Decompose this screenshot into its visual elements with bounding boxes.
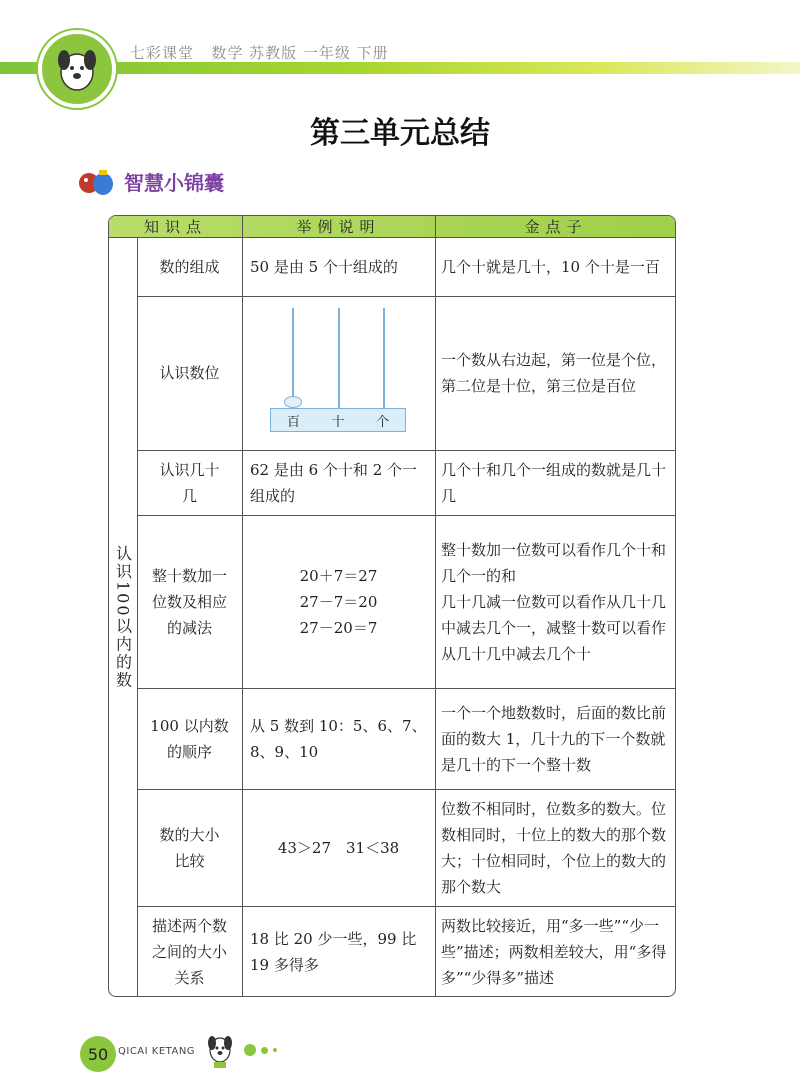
header-text xyxy=(130,42,389,63)
abacus-diagram xyxy=(270,308,410,438)
table-row-topic: 数的组成 xyxy=(159,258,220,276)
header-topic: 知识点 xyxy=(143,218,207,236)
table-row-tip: 位数不相同时，位数多的数大。位数相同时，十位上的数大的那个数大；十位相同时，个位上的数大的那个数大 xyxy=(441,799,667,896)
table-row-example: 50 是由 5 个十组成的 xyxy=(250,258,398,276)
group-label: 认识100以内的数 xyxy=(113,544,133,690)
table-row-topic: 100 以内数的顺序 xyxy=(150,716,229,761)
table-row-topic: 认识数位 xyxy=(159,364,220,382)
abacus-label-ones: 个 xyxy=(376,414,390,430)
footer-dots xyxy=(244,1044,277,1056)
table-header xyxy=(109,216,675,238)
header-series: 七彩课堂 xyxy=(130,44,195,62)
footer-brand: QICAI KETANG xyxy=(118,1046,196,1057)
table-row-example: 43＞27 31＜38 xyxy=(277,838,400,857)
table-row-example: 20＋7＝27 27－7＝20 27－20＝7 xyxy=(299,566,378,637)
table-row-topic: 整十数加一位数及相应的减法 xyxy=(151,566,227,637)
table-row-tip: 两数比较接近，用“多一些”“少一些”描述；两数相差较大，用“多得多”“少得多”描述 xyxy=(441,917,667,987)
table-row-tip: 一个数从右边起，第一位是个位，第二位是十位，第三位是百位 xyxy=(441,351,667,395)
section-heading xyxy=(78,166,224,196)
header-subject: 数学 苏教版 一年级 下册 xyxy=(211,44,389,62)
header-bar xyxy=(0,62,800,74)
table-row-tip: 整十数加一位数可以看作几个十和几个一的和 几十几减一位数可以看作从几十几中减去几个一，减整十数可以看作从几十几中减去几个十 xyxy=(441,540,667,663)
abacus-bead xyxy=(284,396,302,408)
table-row-topic: 数的大小比较 xyxy=(159,825,220,870)
page-number: 50 xyxy=(80,1036,116,1072)
kit-bag-icon xyxy=(78,166,114,196)
table-row-topic: 认识几十几 xyxy=(159,460,220,505)
mascot-dog-icon xyxy=(38,30,116,108)
table-row-tip: 几个十和几个一组成的数就是几十几 xyxy=(441,460,667,505)
header-tip: 金点子 xyxy=(524,218,588,236)
table-row-example: 从 5 数到 10：5、6、7、8、9、10 xyxy=(250,716,427,761)
table-row-topic: 描述两个数之间的大小关系 xyxy=(151,917,227,987)
abacus-base xyxy=(270,408,406,432)
header-example: 举例说明 xyxy=(296,218,381,236)
mascot-small-icon xyxy=(202,1030,238,1070)
table-row-tip: 几个十就是几十，10 个十是一百 xyxy=(441,258,660,276)
table-row-tip: 一个一个地数数时，后面的数比前面的数大 1，几十九的下一个数就是几十的下一个整十数 xyxy=(441,703,667,774)
table-row-example: 18 比 20 少一些，99 比 19 多得多 xyxy=(250,930,417,974)
abacus-label-tens: 十 xyxy=(331,414,345,430)
table-row-example: 62 是由 6 个十和 2 个一组成的 xyxy=(250,460,418,505)
section-title: 智慧小锦囊 xyxy=(124,170,224,195)
summary-table xyxy=(108,215,676,997)
page-title: 第三单元总结 xyxy=(310,116,490,151)
abacus-label-hundreds: 百 xyxy=(286,414,300,430)
